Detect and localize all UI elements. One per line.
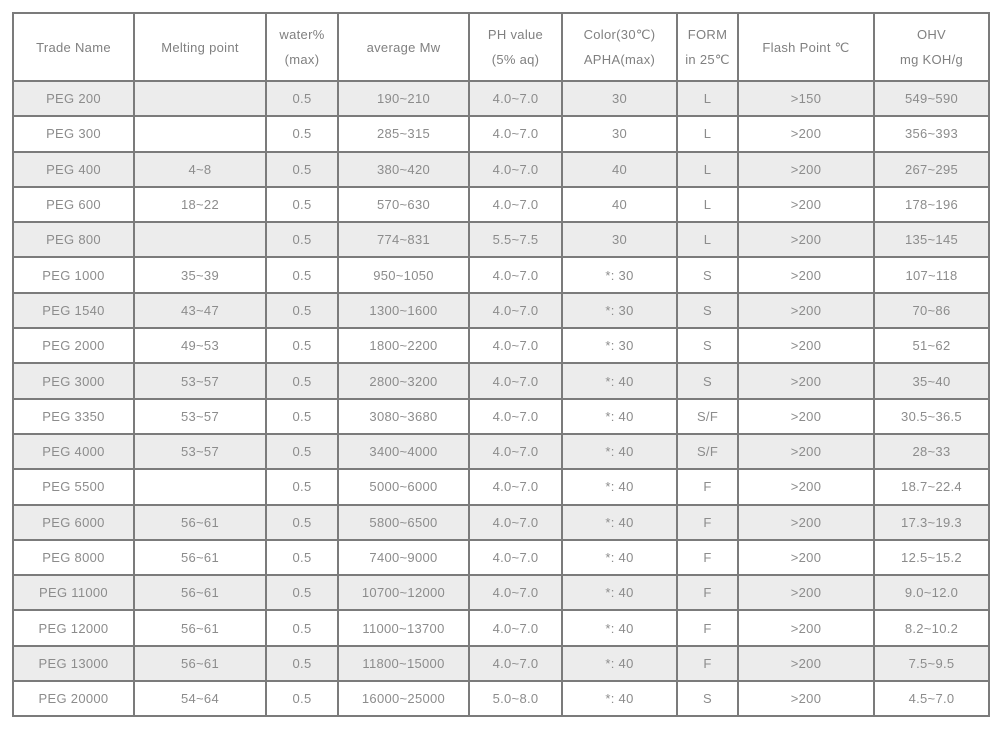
table-cell: >200: [738, 505, 874, 540]
table-cell: >200: [738, 363, 874, 398]
table-cell: 0.5: [266, 434, 338, 469]
table-cell: 56~61: [134, 575, 266, 610]
table-cell: *: 40: [562, 540, 677, 575]
table-cell: F: [677, 505, 738, 540]
table-cell: 35~39: [134, 257, 266, 292]
table-cell: 53~57: [134, 399, 266, 434]
table-cell: F: [677, 575, 738, 610]
table-cell: F: [677, 646, 738, 681]
header-cell-color-apha: [562, 13, 677, 81]
table-cell: PEG 20000: [13, 681, 134, 716]
header-cell-melting-point: [134, 13, 266, 81]
header-label: Flash Point ℃: [762, 39, 850, 55]
table-row: [13, 328, 989, 363]
table-cell: L: [677, 116, 738, 151]
table-cell: 9.0~12.0: [874, 575, 989, 610]
table-cell: 5000~6000: [338, 469, 469, 504]
table-row: [13, 81, 989, 116]
table-cell: [134, 81, 266, 116]
table-cell: 4~8: [134, 152, 266, 187]
table-cell: L: [677, 152, 738, 187]
table-cell: 70~86: [874, 293, 989, 328]
table-cell: S/F: [677, 399, 738, 434]
table-cell: 1300~1600: [338, 293, 469, 328]
table-cell: 56~61: [134, 505, 266, 540]
table-cell: 0.5: [266, 469, 338, 504]
table-cell: F: [677, 469, 738, 504]
table-row: [13, 116, 989, 151]
table-cell: *: 30: [562, 257, 677, 292]
table-cell: 49~53: [134, 328, 266, 363]
table-cell: *: 30: [562, 328, 677, 363]
table-cell: >200: [738, 540, 874, 575]
table-cell: 4.0~7.0: [469, 469, 562, 504]
table-row: [13, 575, 989, 610]
table-cell: >200: [738, 610, 874, 645]
table-cell: [134, 222, 266, 257]
table-cell: 0.5: [266, 575, 338, 610]
table-cell: 0.5: [266, 681, 338, 716]
table-cell: *: 40: [562, 469, 677, 504]
table-cell: 1800~2200: [338, 328, 469, 363]
table-cell: 35~40: [874, 363, 989, 398]
table-cell: 0.5: [266, 399, 338, 434]
table-cell: *: 40: [562, 610, 677, 645]
header-cell-form: [677, 13, 738, 81]
table-cell: 0.5: [266, 81, 338, 116]
table-cell: 7400~9000: [338, 540, 469, 575]
table-cell: 0.5: [266, 646, 338, 681]
table-cell: PEG 200: [13, 81, 134, 116]
table-cell: 0.5: [266, 293, 338, 328]
table-cell: PEG 2000: [13, 328, 134, 363]
table-cell: PEG 3350: [13, 399, 134, 434]
header-cell-ohv: [874, 13, 989, 81]
table-cell: PEG 13000: [13, 646, 134, 681]
table-cell: 0.5: [266, 328, 338, 363]
table-cell: 4.0~7.0: [469, 152, 562, 187]
table-cell: 30: [562, 222, 677, 257]
table-row: [13, 152, 989, 187]
table-cell: 4.0~7.0: [469, 187, 562, 222]
table-cell: 570~630: [338, 187, 469, 222]
table-cell: PEG 11000: [13, 575, 134, 610]
table-cell: 3400~4000: [338, 434, 469, 469]
table-cell: 178~196: [874, 187, 989, 222]
table-cell: 7.5~9.5: [874, 646, 989, 681]
table-cell: *: 40: [562, 434, 677, 469]
table-cell: *: 40: [562, 575, 677, 610]
table-cell: >200: [738, 257, 874, 292]
table-cell: 5800~6500: [338, 505, 469, 540]
table-cell: L: [677, 187, 738, 222]
table-cell: 56~61: [134, 610, 266, 645]
table-cell: *: 40: [562, 363, 677, 398]
table-cell: 10700~12000: [338, 575, 469, 610]
table-cell: 3080~3680: [338, 399, 469, 434]
table-cell: *: 30: [562, 293, 677, 328]
table-cell: PEG 1000: [13, 257, 134, 292]
table-cell: 12.5~15.2: [874, 540, 989, 575]
header-label: APHA(max): [583, 52, 656, 67]
peg-spec-table: [12, 12, 990, 717]
table-cell: 4.0~7.0: [469, 399, 562, 434]
table-cell: L: [677, 81, 738, 116]
table-row: [13, 610, 989, 645]
table-cell: 8.2~10.2: [874, 610, 989, 645]
table-cell: 40: [562, 152, 677, 187]
table-cell: F: [677, 540, 738, 575]
table-cell: *: 40: [562, 399, 677, 434]
table-cell: >200: [738, 646, 874, 681]
table-cell: PEG 600: [13, 187, 134, 222]
table-cell: 774~831: [338, 222, 469, 257]
table-cell: >200: [738, 469, 874, 504]
table-body: [13, 81, 989, 716]
table-row: [13, 187, 989, 222]
table-cell: 43~47: [134, 293, 266, 328]
header-cell-flash-point: [738, 13, 874, 81]
header-label: PH value: [487, 27, 544, 42]
table-cell: 0.5: [266, 610, 338, 645]
table-row: [13, 434, 989, 469]
table-cell: 11800~15000: [338, 646, 469, 681]
header-cell-average-mw: [338, 13, 469, 81]
table-cell: 0.5: [266, 187, 338, 222]
table-cell: 17.3~19.3: [874, 505, 989, 540]
table-cell: >200: [738, 681, 874, 716]
table-cell: 190~210: [338, 81, 469, 116]
table-cell: 285~315: [338, 116, 469, 151]
header-label: (5% aq): [491, 52, 540, 67]
table-cell: >200: [738, 328, 874, 363]
table-cell: S: [677, 681, 738, 716]
table-cell: PEG 300: [13, 116, 134, 151]
table-cell: 30.5~36.5: [874, 399, 989, 434]
table-cell: 135~145: [874, 222, 989, 257]
table-cell: >200: [738, 293, 874, 328]
table-cell: >150: [738, 81, 874, 116]
header-label: Trade Name: [36, 39, 111, 55]
table-cell: 4.0~7.0: [469, 434, 562, 469]
table-cell: PEG 400: [13, 152, 134, 187]
table-cell: PEG 800: [13, 222, 134, 257]
table-cell: [134, 469, 266, 504]
table-cell: 4.0~7.0: [469, 505, 562, 540]
table-cell: 4.0~7.0: [469, 540, 562, 575]
table-cell: 380~420: [338, 152, 469, 187]
table-cell: *: 40: [562, 681, 677, 716]
table-cell: 30: [562, 116, 677, 151]
table-cell: >200: [738, 116, 874, 151]
table-cell: >200: [738, 187, 874, 222]
table-cell: 51~62: [874, 328, 989, 363]
table-cell: S/F: [677, 434, 738, 469]
table-cell: 0.5: [266, 363, 338, 398]
header-label: (max): [284, 52, 320, 67]
table-cell: PEG 6000: [13, 505, 134, 540]
table-cell: 4.0~7.0: [469, 575, 562, 610]
header-label: mg KOH/g: [899, 52, 964, 67]
table-row: [13, 363, 989, 398]
table-cell: PEG 1540: [13, 293, 134, 328]
header-label: Melting point: [161, 39, 239, 55]
header-label: water%: [279, 27, 325, 42]
table-cell: >200: [738, 222, 874, 257]
table-cell: 2800~3200: [338, 363, 469, 398]
table-cell: PEG 5500: [13, 469, 134, 504]
table-cell: 53~57: [134, 434, 266, 469]
table-cell: 0.5: [266, 116, 338, 151]
table-cell: S: [677, 293, 738, 328]
table-cell: 0.5: [266, 152, 338, 187]
table-cell: 18.7~22.4: [874, 469, 989, 504]
table-row: [13, 257, 989, 292]
table-cell: PEG 4000: [13, 434, 134, 469]
table-cell: 4.0~7.0: [469, 81, 562, 116]
table-cell: 40: [562, 187, 677, 222]
table-cell: 28~33: [874, 434, 989, 469]
table-header: [13, 13, 989, 81]
table-row: [13, 540, 989, 575]
table-cell: [134, 116, 266, 151]
table-cell: *: 40: [562, 646, 677, 681]
header-label: FORM: [687, 27, 728, 42]
table-cell: PEG 12000: [13, 610, 134, 645]
table-cell: 4.5~7.0: [874, 681, 989, 716]
table-cell: 4.0~7.0: [469, 363, 562, 398]
table-cell: 4.0~7.0: [469, 610, 562, 645]
table-cell: F: [677, 610, 738, 645]
table-row: [13, 399, 989, 434]
table-row: [13, 681, 989, 716]
table-cell: 18~22: [134, 187, 266, 222]
table-cell: 11000~13700: [338, 610, 469, 645]
table-cell: 53~57: [134, 363, 266, 398]
header-label: Color(30℃): [583, 27, 656, 42]
table-cell: 549~590: [874, 81, 989, 116]
header-label: average Mw: [366, 39, 441, 55]
header-cell-trade-name: [13, 13, 134, 81]
table-cell: 5.0~8.0: [469, 681, 562, 716]
table-cell: 950~1050: [338, 257, 469, 292]
table-cell: 0.5: [266, 222, 338, 257]
table-cell: 5.5~7.5: [469, 222, 562, 257]
table-row: [13, 646, 989, 681]
table-cell: 16000~25000: [338, 681, 469, 716]
header-cell-water-max: [266, 13, 338, 81]
table-cell: 0.5: [266, 540, 338, 575]
table-cell: *: 40: [562, 505, 677, 540]
table-cell: 0.5: [266, 505, 338, 540]
table-row: [13, 222, 989, 257]
header-label: in 25℃: [685, 52, 730, 67]
table-cell: 4.0~7.0: [469, 328, 562, 363]
table-cell: 0.5: [266, 257, 338, 292]
table-cell: 267~295: [874, 152, 989, 187]
table-cell: S: [677, 328, 738, 363]
table-row: [13, 469, 989, 504]
table-cell: S: [677, 257, 738, 292]
table-cell: 4.0~7.0: [469, 116, 562, 151]
table-cell: PEG 3000: [13, 363, 134, 398]
table-row: [13, 505, 989, 540]
table-cell: >200: [738, 152, 874, 187]
table-cell: L: [677, 222, 738, 257]
table-cell: PEG 8000: [13, 540, 134, 575]
header-row: [13, 13, 989, 81]
table-cell: >200: [738, 399, 874, 434]
table-cell: 54~64: [134, 681, 266, 716]
table-cell: S: [677, 363, 738, 398]
table-cell: 4.0~7.0: [469, 293, 562, 328]
table-cell: >200: [738, 575, 874, 610]
table-cell: 56~61: [134, 646, 266, 681]
table-cell: >200: [738, 434, 874, 469]
table-cell: 107~118: [874, 257, 989, 292]
table-row: [13, 293, 989, 328]
table-cell: 30: [562, 81, 677, 116]
table-cell: 4.0~7.0: [469, 257, 562, 292]
table-cell: 356~393: [874, 116, 989, 151]
header-cell-ph-value: [469, 13, 562, 81]
table-cell: 56~61: [134, 540, 266, 575]
table-cell: 4.0~7.0: [469, 646, 562, 681]
header-label: OHV: [916, 27, 947, 42]
